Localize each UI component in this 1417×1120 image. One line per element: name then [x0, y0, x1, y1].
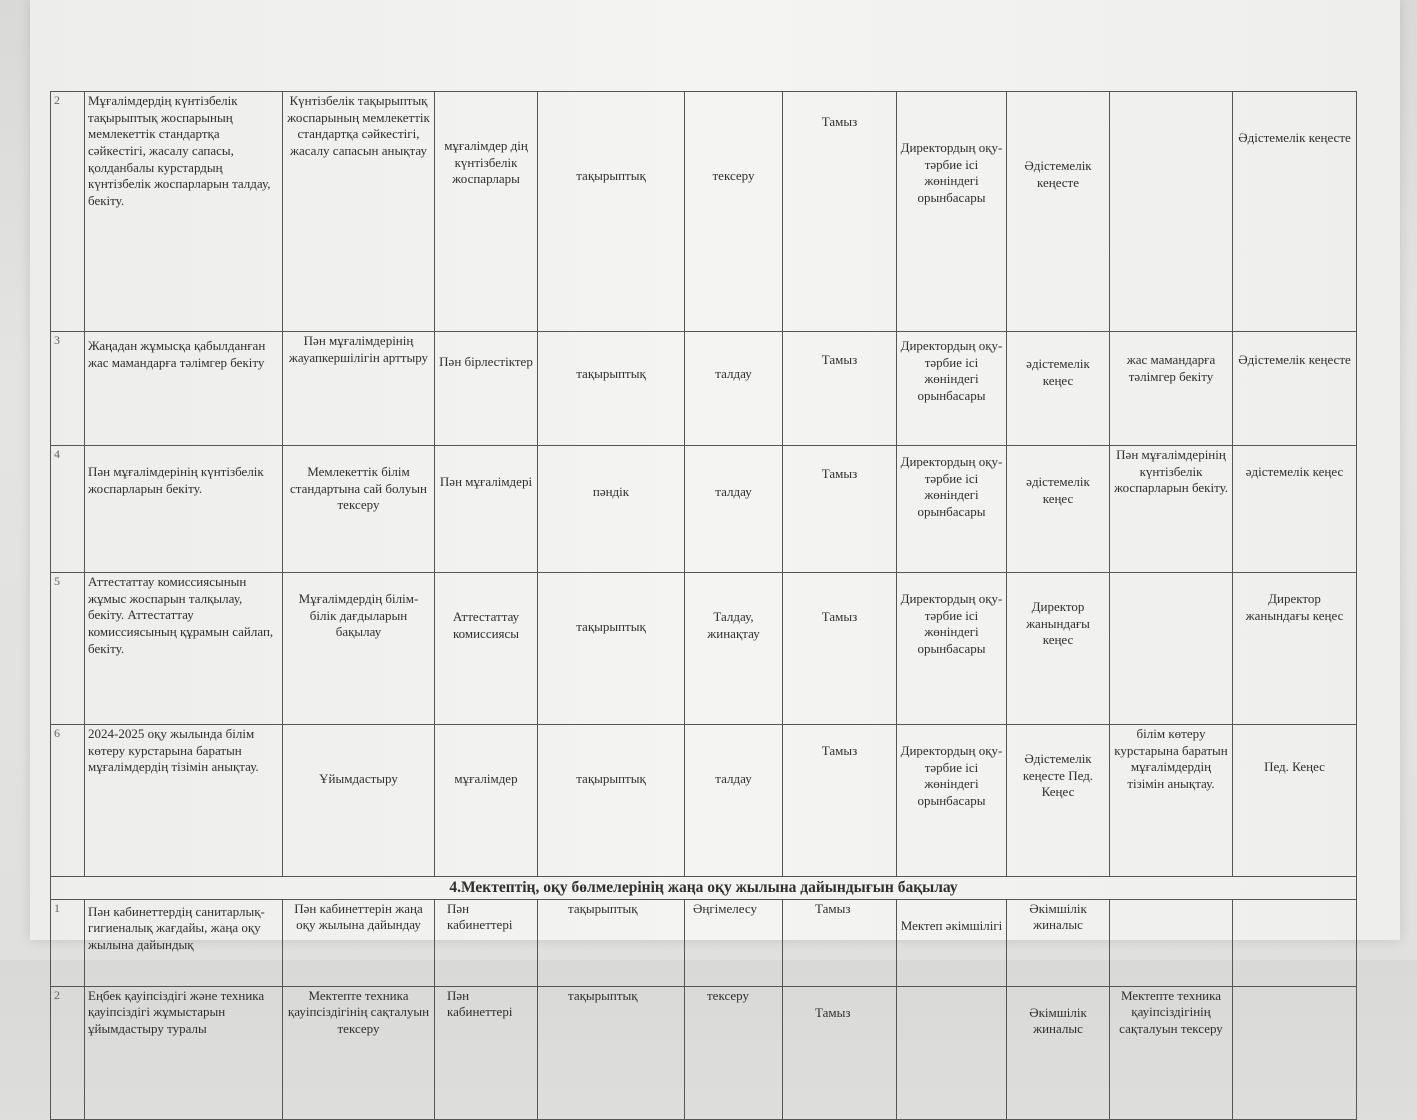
responsible: Директордың оқу-тәрбие ісі жөніндегі орынбасары: [897, 725, 1007, 877]
responsible: Директордың оқу-тәрбие ісі жөніндегі орынбасары: [897, 573, 1007, 725]
control-plan-table: [50, 91, 1357, 1120]
control-topic: Жаңадан жұмысқа қабылданған жас мамандарға тәлімгер бекіту: [85, 332, 283, 446]
control-term: Тамыз: [783, 446, 897, 573]
responsible: Директордың оқу-тәрбие ісі жөніндегі орынбасары: [897, 92, 1007, 332]
review-place: Әкімшілік жиналыс: [1007, 899, 1110, 986]
management-decision: әдістемелік кеңес: [1233, 446, 1357, 573]
control-topic: Пән кабинеттердің санитарлық-гигиеналық жағдайы, жаңа оқу жылына дайындық: [85, 899, 283, 986]
control-method: талдау: [685, 725, 783, 877]
control-goal: Ұйымдастыру: [283, 725, 435, 877]
control-topic: 2024-2025 оқу жылында білім көтеру курстарына баратын мұғалімдердің тізімін анықтау.: [85, 725, 283, 877]
control-object: мұғалімдер: [435, 725, 538, 877]
management-decision: Әдістемелік кеңесте: [1233, 332, 1357, 446]
control-goal: Күнтізбелік тақырыптық жоспарының мемлекеттік стандартқа сәйкестігі, жасалу сапасын анықтау: [283, 92, 435, 332]
row-number: 4: [51, 446, 85, 573]
management-decision: [1233, 899, 1357, 986]
control-term: Тамыз: [783, 332, 897, 446]
control-term: Тамыз: [783, 899, 897, 986]
review-place: Әдістемелік кеңесте Пед. Кеңес: [1007, 725, 1110, 877]
review-place: Әдістемелік кеңесте: [1007, 92, 1110, 332]
row-number: 5: [51, 573, 85, 725]
control-type: тақырыптық: [538, 92, 685, 332]
control-object: мұғалімдер дің күнтізбелік жоспарлары: [435, 92, 538, 332]
control-method: Талдау, жинақтау: [685, 573, 783, 725]
control-goal: Пән кабинеттерін жаңа оқу жылына дайындау: [283, 899, 435, 986]
control-result: білім көтеру курстарына баратын мұғалімдердің тізімін анықтау.: [1110, 725, 1233, 877]
control-topic: Пән мұғалімдерінің күнтізбелік жоспарларын бекіту.: [85, 446, 283, 573]
table-row: [51, 725, 1357, 877]
control-method: талдау: [685, 446, 783, 573]
control-term: Тамыз: [783, 725, 897, 877]
table-row: [51, 877, 1357, 900]
control-result: Мектепте техника қауіпсіздігінің сақталуын тексеру: [1110, 986, 1233, 1119]
control-type: тақырыптық: [538, 332, 685, 446]
table-row: [51, 446, 1357, 573]
control-object: Пән бірлестіктер: [435, 332, 538, 446]
control-method: тексеру: [685, 92, 783, 332]
row-number: 6: [51, 725, 85, 877]
row-number: 2: [51, 92, 85, 332]
control-topic: Еңбек қауіпсіздігі және техника қауіпсіздігі жұмыстарын ұйымдастыру туралы: [85, 986, 283, 1119]
control-method: тексеру: [685, 986, 783, 1119]
control-goal: Мемлекеттік білім стандартына сай болуын тексеру: [283, 446, 435, 573]
table-row: [51, 986, 1357, 1119]
control-object: Пән мұғалімдері: [435, 446, 538, 573]
row-number: 1: [51, 899, 85, 986]
management-decision: [1233, 986, 1357, 1119]
table-row: [51, 332, 1357, 446]
section-title: 4.Мектептің, оқу бөлмелерінің жаңа оқу жылына дайындығын бақылау: [51, 877, 1357, 900]
control-topic: Мұғалімдердің күнтізбелік тақырыптық жоспарының мемлекеттік стандартқа сәйкестігі, жасалу сапасы, қолданбалы курстардың күнтізбелік жоспарларын талдау, бекіту.: [85, 92, 283, 332]
management-decision: Пед. Кеңес: [1233, 725, 1357, 877]
control-term: Тамыз: [783, 92, 897, 332]
control-goal: Пән мұғалімдерінің жауапкершілігін арттыру: [283, 332, 435, 446]
control-result: [1110, 92, 1233, 332]
control-type: тақырыптық: [538, 986, 685, 1119]
control-topic: Аттестаттау комиссиясынын жұмыс жоспарын талқылау, бекіту. Аттестаттау комиссиясының құрамын сайлап, бекіту.: [85, 573, 283, 725]
review-place: әдістемелік кеңес: [1007, 332, 1110, 446]
row-number: 2: [51, 986, 85, 1119]
control-method: талдау: [685, 332, 783, 446]
control-term: Тамыз: [783, 986, 897, 1119]
control-result: Пән мұғалімдерінің күнтізбелік жоспарларын бекіту.: [1110, 446, 1233, 573]
control-type: тақырыптық: [538, 725, 685, 877]
control-goal: Мұғалімдердің білім-білік дағдыларын бақылау: [283, 573, 435, 725]
control-result: жас мамандарға тәлімгер бекіту: [1110, 332, 1233, 446]
responsible: [897, 986, 1007, 1119]
table-row: [51, 92, 1357, 332]
responsible: Директордың оқу-тәрбие ісі жөніндегі орынбасары: [897, 332, 1007, 446]
control-term: Тамыз: [783, 573, 897, 725]
table-row: [51, 573, 1357, 725]
control-result: [1110, 573, 1233, 725]
control-result: [1110, 899, 1233, 986]
control-object: Пән кабинеттері: [435, 899, 538, 986]
responsible: Директордың оқу-тәрбие ісі жөніндегі орынбасары: [897, 446, 1007, 573]
control-object: Аттестаттау комиссиясы: [435, 573, 538, 725]
management-decision: Әдістемелік кеңесте: [1233, 92, 1357, 332]
review-place: әдістемелік кеңес: [1007, 446, 1110, 573]
row-number: 3: [51, 332, 85, 446]
control-type: тақырыптық: [538, 899, 685, 986]
management-decision: Директор жанындағы кеңес: [1233, 573, 1357, 725]
control-goal: Мектепте техника қауіпсіздігінің сақталуын тексеру: [283, 986, 435, 1119]
review-place: Әкімшілік жиналыс: [1007, 986, 1110, 1119]
table-row: [51, 899, 1357, 986]
control-object: Пән кабинеттері: [435, 986, 538, 1119]
review-place: Директор жанындағы кеңес: [1007, 573, 1110, 725]
control-type: тақырыптық: [538, 573, 685, 725]
control-method: Әңгімелесу: [685, 899, 783, 986]
control-type: пәндік: [538, 446, 685, 573]
responsible: Мектеп әкімшілігі: [897, 899, 1007, 986]
document-sheet: [30, 0, 1400, 1037]
